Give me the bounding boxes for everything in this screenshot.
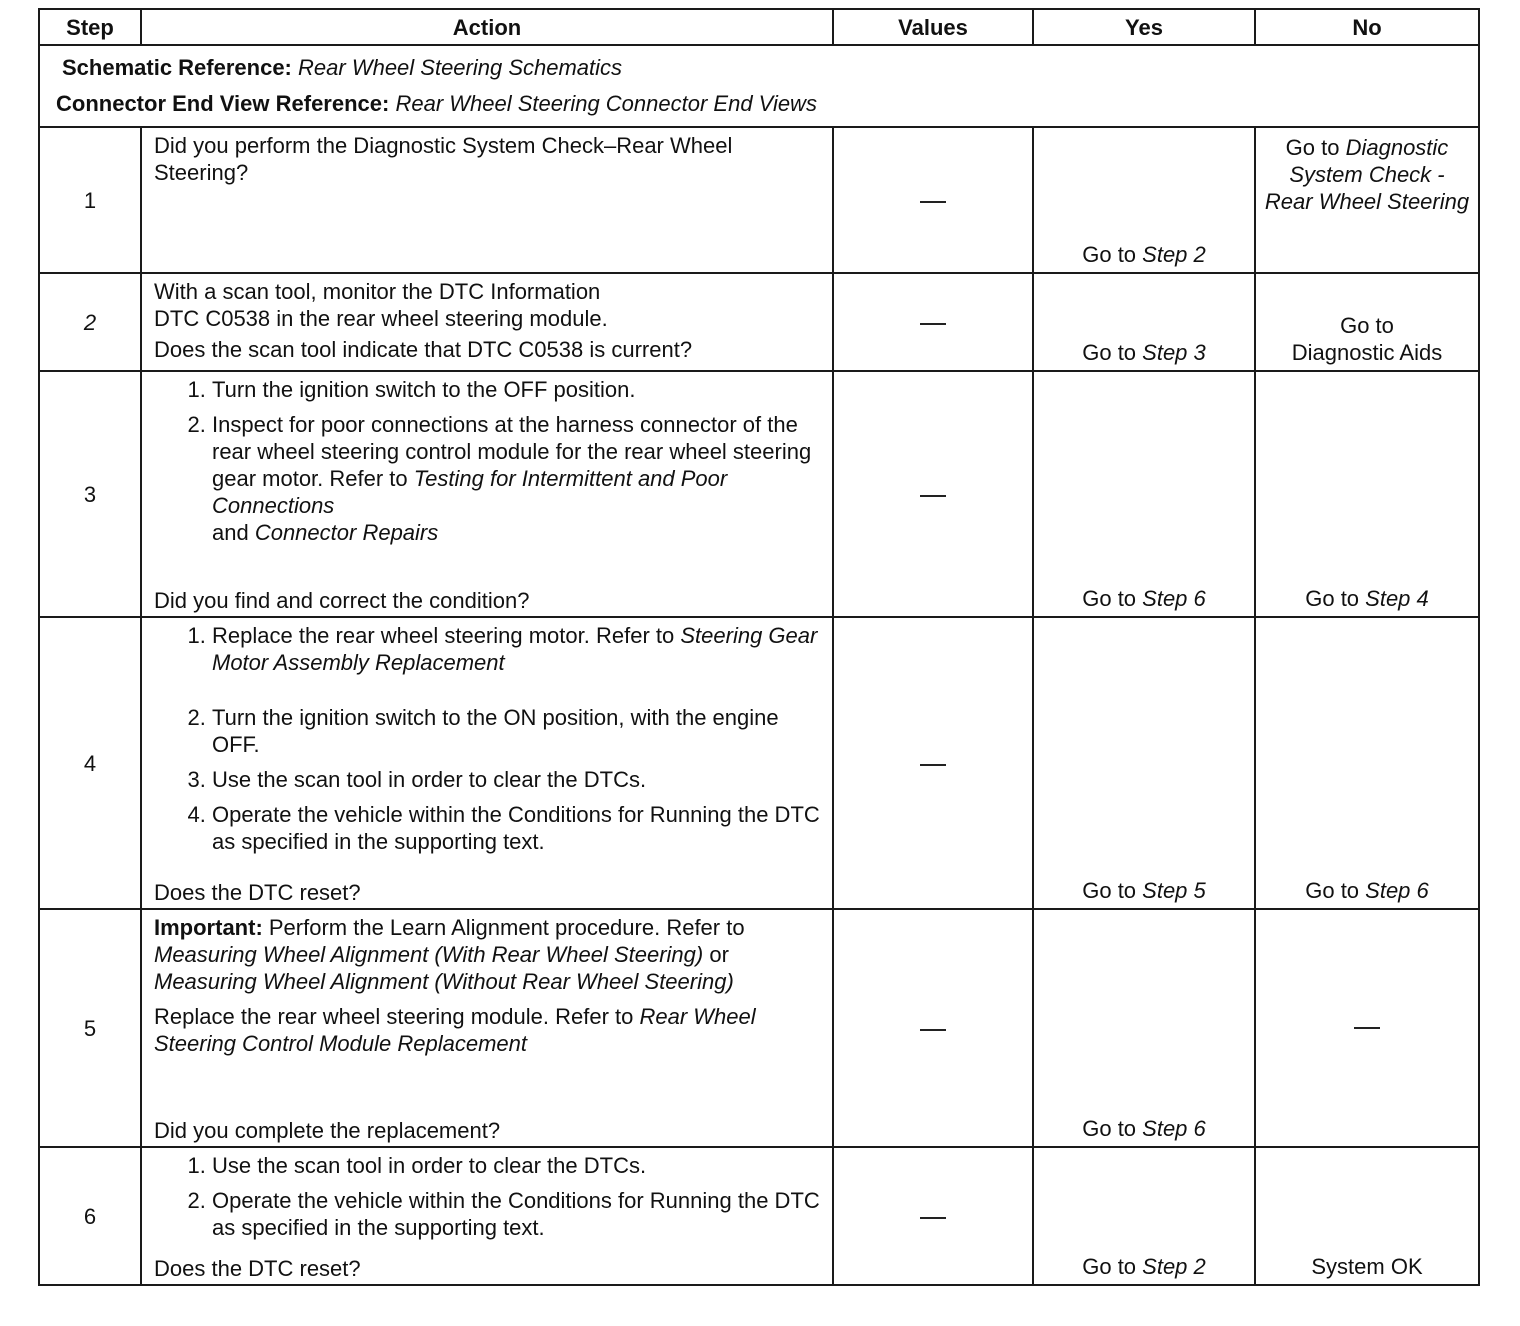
diagnostic-table — [38, 8, 1480, 1286]
yes-link[interactable]: Step 6 — [1142, 1116, 1206, 1141]
step-number: 3 — [39, 371, 141, 617]
header-action: Action — [141, 9, 833, 45]
no-prefix: Go to — [1285, 135, 1346, 160]
action-list-item: 4. Operate the vehicle within the Conditions for Running the DTC as specified in the supporting text. — [212, 801, 820, 855]
yes-link[interactable]: Step 2 — [1142, 1254, 1206, 1279]
action-line: With a scan tool, monitor the DTC Information — [154, 279, 601, 304]
no-text: System OK — [1311, 1254, 1423, 1279]
action-question: Does the DTC reset? — [154, 880, 361, 905]
important-label: Important: — [154, 915, 263, 940]
header-values: Values — [833, 9, 1033, 45]
dash-mark — [920, 764, 946, 766]
step-row-2 — [39, 273, 1479, 371]
dash-mark — [920, 1029, 946, 1031]
action-content — [154, 376, 820, 614]
no-link[interactable]: Step 4 — [1365, 586, 1429, 611]
action-cell — [141, 127, 833, 273]
action-paragraphs — [154, 914, 820, 1057]
values-cell — [833, 1147, 1033, 1285]
important-or: or — [703, 942, 729, 967]
reference-row — [39, 45, 1479, 127]
yes-link[interactable]: Step 5 — [1142, 878, 1206, 903]
action-content — [154, 1152, 820, 1282]
action-question: Does the scan tool indicate that DTC C0538 is current? — [154, 337, 693, 362]
dash-mark — [920, 323, 946, 325]
no-prefix: Go to — [1305, 878, 1366, 903]
no-cell — [1255, 273, 1479, 371]
replace-text: Replace the rear wheel steering module. Refer to — [154, 1004, 640, 1029]
no-line: Go to — [1340, 313, 1394, 338]
step-number: 6 — [39, 1147, 141, 1285]
no-link[interactable]: Step 6 — [1365, 878, 1429, 903]
step-number: 4 — [39, 617, 141, 909]
step-number: 2 — [39, 273, 141, 371]
item-text: Replace the rear wheel steering motor. Refer to — [212, 623, 681, 648]
yes-cell — [1033, 617, 1255, 909]
no-cell — [1255, 909, 1479, 1147]
yes-prefix: Go to — [1082, 878, 1143, 903]
action-list-item: 2. Turn the ignition switch to the ON position, with the engine OFF. — [212, 704, 820, 758]
yes-link[interactable]: Step 6 — [1142, 586, 1206, 611]
yes-cell — [1033, 1147, 1255, 1285]
action-list — [154, 1152, 820, 1241]
important-note — [154, 914, 820, 995]
yes-link[interactable]: Step 3 — [1142, 340, 1206, 365]
dash-mark — [920, 201, 946, 203]
no-cell — [1255, 1147, 1479, 1285]
no-cell — [1255, 127, 1479, 273]
item-link[interactable]: Steering Gear Motor Assembly Replacement — [212, 623, 818, 675]
yes-cell — [1033, 273, 1255, 371]
no-cell — [1255, 617, 1479, 909]
step-row-1 — [39, 127, 1479, 273]
important-link[interactable]: Measuring Wheel Alignment (Without Rear Wheel Steering) — [154, 969, 734, 994]
header-row — [39, 9, 1479, 45]
action-list-item: 2. Operate the vehicle within the Conditions for Running the DTC as specified in the supporting text. — [212, 1187, 820, 1241]
action-cell — [141, 273, 833, 371]
reference-cell — [39, 45, 1479, 127]
yes-prefix: Go to — [1082, 340, 1143, 365]
replace-link[interactable]: Rear Wheel Steering Control Module Replacement — [154, 1004, 756, 1056]
action-list-item — [212, 411, 820, 546]
action-content — [154, 914, 820, 1144]
important-text: Perform the Learn Alignment procedure. Refer to — [262, 915, 745, 940]
action-list — [154, 622, 820, 855]
no-link[interactable]: Diagnostic Aids — [1291, 340, 1443, 365]
action-content — [154, 622, 820, 906]
action-question: Does the DTC reset? — [154, 1256, 361, 1281]
action-line: DTC C0538 in the rear wheel steering module. — [154, 306, 608, 331]
step-row-6 — [39, 1147, 1479, 1285]
schematic-reference — [56, 50, 1464, 86]
no-cell — [1255, 371, 1479, 617]
item-text: and — [212, 520, 255, 545]
header-no: No — [1255, 9, 1479, 45]
action-question: Did you find and correct the condition? — [154, 588, 530, 613]
action-list-item: 1. Turn the ignition switch to the OFF position. — [212, 376, 820, 403]
values-cell — [833, 273, 1033, 371]
values-cell — [833, 909, 1033, 1147]
yes-cell — [1033, 371, 1255, 617]
connector-reference — [56, 86, 1464, 122]
yes-prefix: Go to — [1082, 1116, 1143, 1141]
no-link-line2[interactable]: Rear Wheel Steering — [1264, 189, 1470, 214]
schematic-reference-label: Schematic Reference: — [62, 55, 292, 80]
step-row-4 — [39, 617, 1479, 909]
action-list-item — [212, 622, 820, 676]
important-link[interactable]: Measuring Wheel Alignment (With Rear Wheel Steering) — [154, 942, 704, 967]
header-yes: Yes — [1033, 9, 1255, 45]
action-cell — [141, 371, 833, 617]
values-cell — [833, 371, 1033, 617]
yes-link[interactable]: Step 2 — [1142, 242, 1206, 267]
yes-cell — [1033, 909, 1255, 1147]
header-step: Step — [39, 9, 141, 45]
dash-mark — [1354, 1027, 1380, 1029]
dash-mark — [920, 495, 946, 497]
action-cell — [141, 617, 833, 909]
step-row-5 — [39, 909, 1479, 1147]
connector-reference-link[interactable]: Rear Wheel Steering Connector End Views — [395, 91, 817, 116]
action-cell — [141, 1147, 833, 1285]
action-list — [154, 376, 820, 546]
action-cell — [141, 909, 833, 1147]
yes-cell — [1033, 127, 1255, 273]
connector-reference-label: Connector End View Reference: — [56, 91, 390, 116]
action-list-item: 3. Use the scan tool in order to clear the DTCs. — [212, 766, 820, 793]
replace-note — [154, 1003, 820, 1057]
action-text: Did you perform the Diagnostic System Check–Rear Wheel Steering? — [154, 133, 733, 185]
item-link[interactable]: Connector Repairs — [254, 520, 439, 545]
action-question: Did you complete the replacement? — [154, 1118, 501, 1143]
action-list-item: 1. Use the scan tool in order to clear the DTCs. — [212, 1152, 820, 1179]
item-link[interactable]: Testing for Intermittent and Poor Connections — [212, 466, 728, 518]
step-row-3 — [39, 371, 1479, 617]
diagnostic-table-sheet — [38, 8, 1478, 1286]
step-number: 1 — [39, 127, 141, 273]
yes-prefix: Go to — [1082, 1254, 1143, 1279]
item-text: Inspect for poor connections at the harness connector of the rear wheel steering control module for the rear wheel steering gear motor. Refer to — [212, 412, 812, 491]
values-cell — [833, 617, 1033, 909]
dash-mark — [920, 1217, 946, 1219]
step-number: 5 — [39, 909, 141, 1147]
yes-prefix: Go to — [1082, 242, 1143, 267]
yes-prefix: Go to — [1082, 586, 1143, 611]
no-link-line1[interactable]: Diagnostic System Check - — [1289, 135, 1449, 187]
schematic-reference-link[interactable]: Rear Wheel Steering Schematics — [298, 55, 623, 80]
no-prefix: Go to — [1305, 586, 1366, 611]
values-cell — [833, 127, 1033, 273]
